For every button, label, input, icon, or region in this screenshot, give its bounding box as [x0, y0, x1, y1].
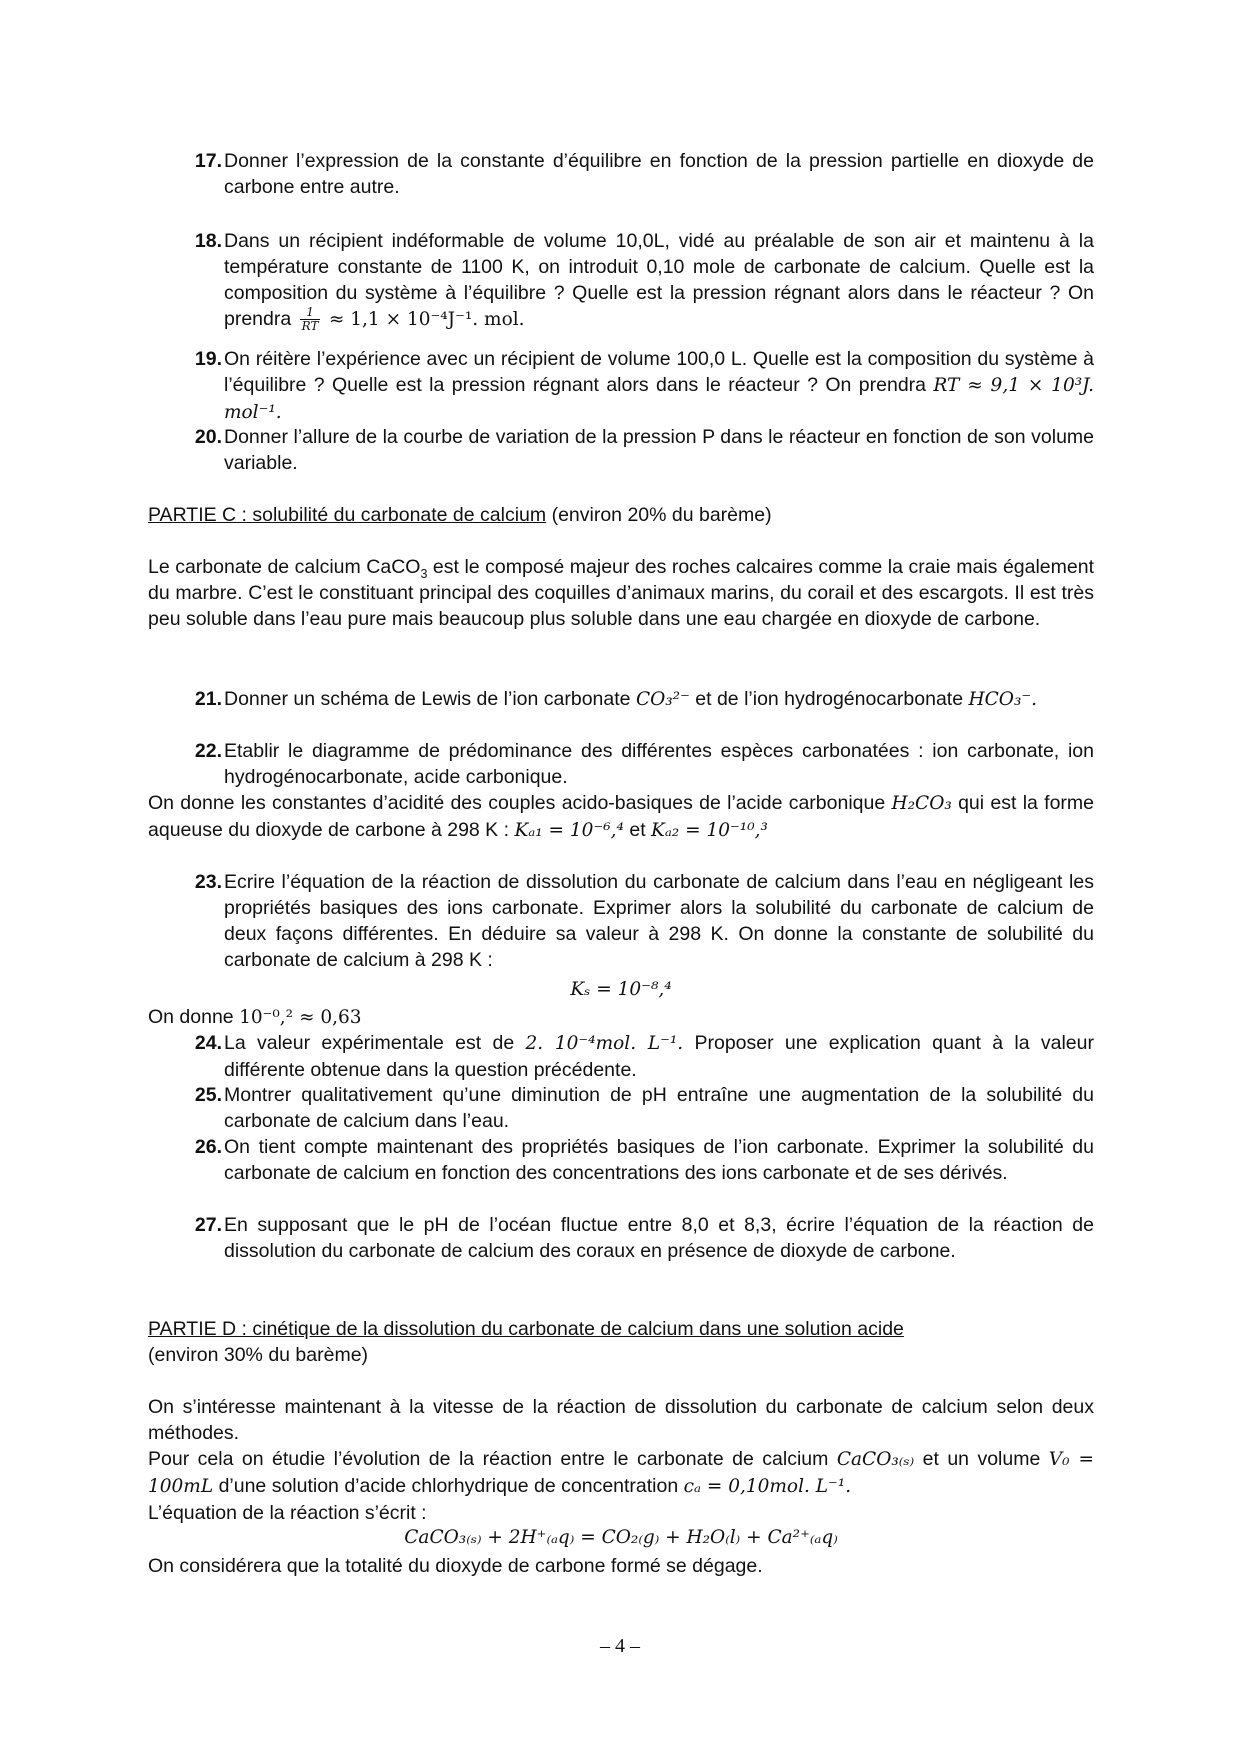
- intro-paragraph-d: [148, 1394, 1094, 1526]
- text: d’une solution d’acide chlorhydrique de concentration: [218, 1475, 679, 1497]
- formula: 2. 10⁻⁴mol. L⁻¹.: [525, 1033, 684, 1054]
- text: Pour cela on étudie l’évolution de la réaction entre le carbonate de calcium: [148, 1448, 829, 1470]
- section-title: PARTIE D : cinétique de la dissolution du carbonate de calcium dans une solution acide: [148, 1318, 904, 1340]
- question-body: On réitère l’expérience avec un récipient de volume 100,0 L. Quelle est la composition du système à l’équilibre ? Quelle est la pression régnant alors dans le réacteur ? On prendra: [224, 348, 1094, 396]
- question-number: 25.: [194, 1084, 222, 1106]
- question-text: Montrer qualitativement qu’une diminution de pH entraîne une augmentation de la solubilité du carbonate de calcium dans l’eau.: [224, 1084, 1094, 1132]
- section-title: PARTIE C : solubilité du carbonate de calcium: [148, 504, 547, 526]
- question-number: 23.: [194, 871, 222, 893]
- text: et un volume: [922, 1448, 1041, 1470]
- formula-ka2: Kₐ₂ = 10⁻¹⁰,³: [651, 820, 768, 841]
- question-number: 22.: [194, 740, 222, 762]
- formula: V₀ = 100mL: [148, 1449, 1094, 1497]
- question-text: En supposant que le pH de l’océan fluctue entre 8,0 et 8,3, écrire l’équation de la réaction de dissolution du carbonate de calcium des coraux en présence de dioxyde de carbone.: [224, 1214, 1094, 1262]
- subscript: 3: [420, 566, 428, 581]
- given-value-line: [148, 1004, 1094, 1031]
- question-text: Donner l’allure de la courbe de variation de la pression P dans le réacteur en fonction de son volume variable.: [224, 426, 1094, 474]
- equation-ks: [148, 976, 1094, 1003]
- formula: RT ≈ 9,1 × 10³J. mol⁻¹.: [224, 375, 1094, 423]
- formula: cₐ = 0,10mol. L⁻¹.: [683, 1476, 852, 1497]
- question-text: [224, 686, 1094, 713]
- question-text: [224, 1030, 1094, 1083]
- question-text: On tient compte maintenant des propriétés basiques de l’ion carbonate. Exprimer la solubilité du carbonate de calcium en fonction des concentrations des ions carbonate et de ses dérivés.: [224, 1136, 1094, 1184]
- formula: ≈ 1,1 × 10⁻⁴J⁻¹. mol.: [328, 309, 525, 330]
- text: est le composé majeur des roches calcaires comme la craie mais également du marbre. C’est le constituant principal des coquilles d’animaux marins, du corail et des escargots. Il est très peu soluble dans l’eau pure mais beaucoup plus soluble dans une eau chargée en dioxyde de carbone.: [148, 556, 1095, 630]
- text: On s’intéresse maintenant à la vitesse de la réaction de dissolution du carbonate de calcium selon deux méthodes.: [148, 1396, 1094, 1444]
- text: On donne: [148, 1006, 234, 1028]
- section-heading-partie-c: [148, 502, 1094, 528]
- text: La valeur expérimentale est de: [224, 1032, 515, 1054]
- question-number: 19.: [194, 348, 222, 370]
- formula-ks: Kₛ = 10⁻⁸,⁴: [570, 979, 672, 1000]
- formula-carbonate-ion: CO₃²⁻: [635, 689, 690, 710]
- acidity-constants-paragraph: [148, 790, 1094, 844]
- formula-ka1: Kₐ₁ = 10⁻⁶,⁴: [514, 820, 624, 841]
- question-text: Donner l’expression de la constante d’équilibre en fonction de la pression partielle en dioxyde de carbone entre autre.: [224, 150, 1094, 198]
- reaction-equation: [148, 1524, 1094, 1551]
- question-number: 26.: [194, 1136, 222, 1158]
- question-text: Ecrire l’équation de la réaction de dissolution du carbonate de calcium dans l’eau en négligeant les propriétés basiques des ions carbonate. Exprimer alors la solubilité du carbonate de calcium de deux façons différentes. En déduire sa valeur à 298 K. On donne la constante de solubilité du carbonate de calcium à 298 K :: [224, 871, 1094, 971]
- text: Proposer une explication quant à la valeur différente obtenue dans la question précédente.: [224, 1032, 1094, 1081]
- section-weight: (environ 20% du barème): [546, 504, 772, 526]
- question-number: 17.: [194, 150, 222, 172]
- formula: H₂CO₃: [891, 793, 952, 814]
- question-number: 27.: [194, 1214, 222, 1236]
- text: Donner un schéma de Lewis de l’ion carbonate: [224, 688, 631, 710]
- section-weight: (environ 30% du barème): [148, 1344, 369, 1366]
- text: et de l’ion hydrogénocarbonate: [695, 688, 964, 710]
- page-number: – 4 –: [600, 1635, 640, 1657]
- text: et: [629, 819, 646, 841]
- text-line: [148, 1446, 1094, 1500]
- text: L’équation de la réaction s’écrit :: [148, 1502, 427, 1524]
- intro-paragraph-c: [148, 554, 1094, 632]
- question-number: 18.: [194, 230, 222, 252]
- question-number: 20.: [194, 426, 222, 448]
- fraction-numerator: 1: [300, 306, 321, 320]
- closing-sentence: [148, 1553, 1094, 1579]
- text: qui est la forme aqueuse du dioxyde de carbone à 298 K :: [148, 792, 1095, 841]
- formula: 10⁻⁰,² ≈ 0,63: [239, 1007, 362, 1028]
- text: Le carbonate de calcium CaCO: [148, 556, 421, 578]
- question-body: Dans un récipient indéformable de volume 10,0L, vidé au préalable de son air et maintenu à la température constante de 1100 K, on introduit 0,10 mole de carbonate de calcium. Quelle est la composition du système à l’équilibre ? Quelle est la pression régnant alors dans le réacteur ? On prendra: [224, 230, 1094, 330]
- question-number: 24.: [194, 1032, 222, 1054]
- formula: CaCO₃₍ₛ₎ + 2H⁺₍ₐq₎ = CO₂₍g₎ + H₂O₍l₎ + Ca²⁺₍ₐq₎: [404, 1527, 838, 1548]
- section-heading-partie-d: [148, 1316, 1094, 1368]
- formula: CaCO₃₍ₛ₎: [836, 1449, 915, 1470]
- formula-hydrogenocarbonate-ion: HCO₃⁻.: [968, 689, 1038, 710]
- question-text: [224, 346, 1094, 426]
- text: On donne les constantes d’acidité des couples acido-basiques de l’acide carbonique: [148, 792, 886, 814]
- fraction-one-over-rt: [300, 306, 321, 333]
- question-text: [224, 228, 1094, 333]
- text: On considérera que la totalité du dioxyde de carbone formé se dégage.: [148, 1555, 763, 1577]
- question-number: 21.: [194, 688, 222, 710]
- question-text: Etablir le diagramme de prédominance des différentes espèces carbonatées : ion carbonate, ion hydrogénocarbonate, acide carbonique.: [224, 740, 1094, 788]
- fraction-denominator: RT: [301, 319, 319, 334]
